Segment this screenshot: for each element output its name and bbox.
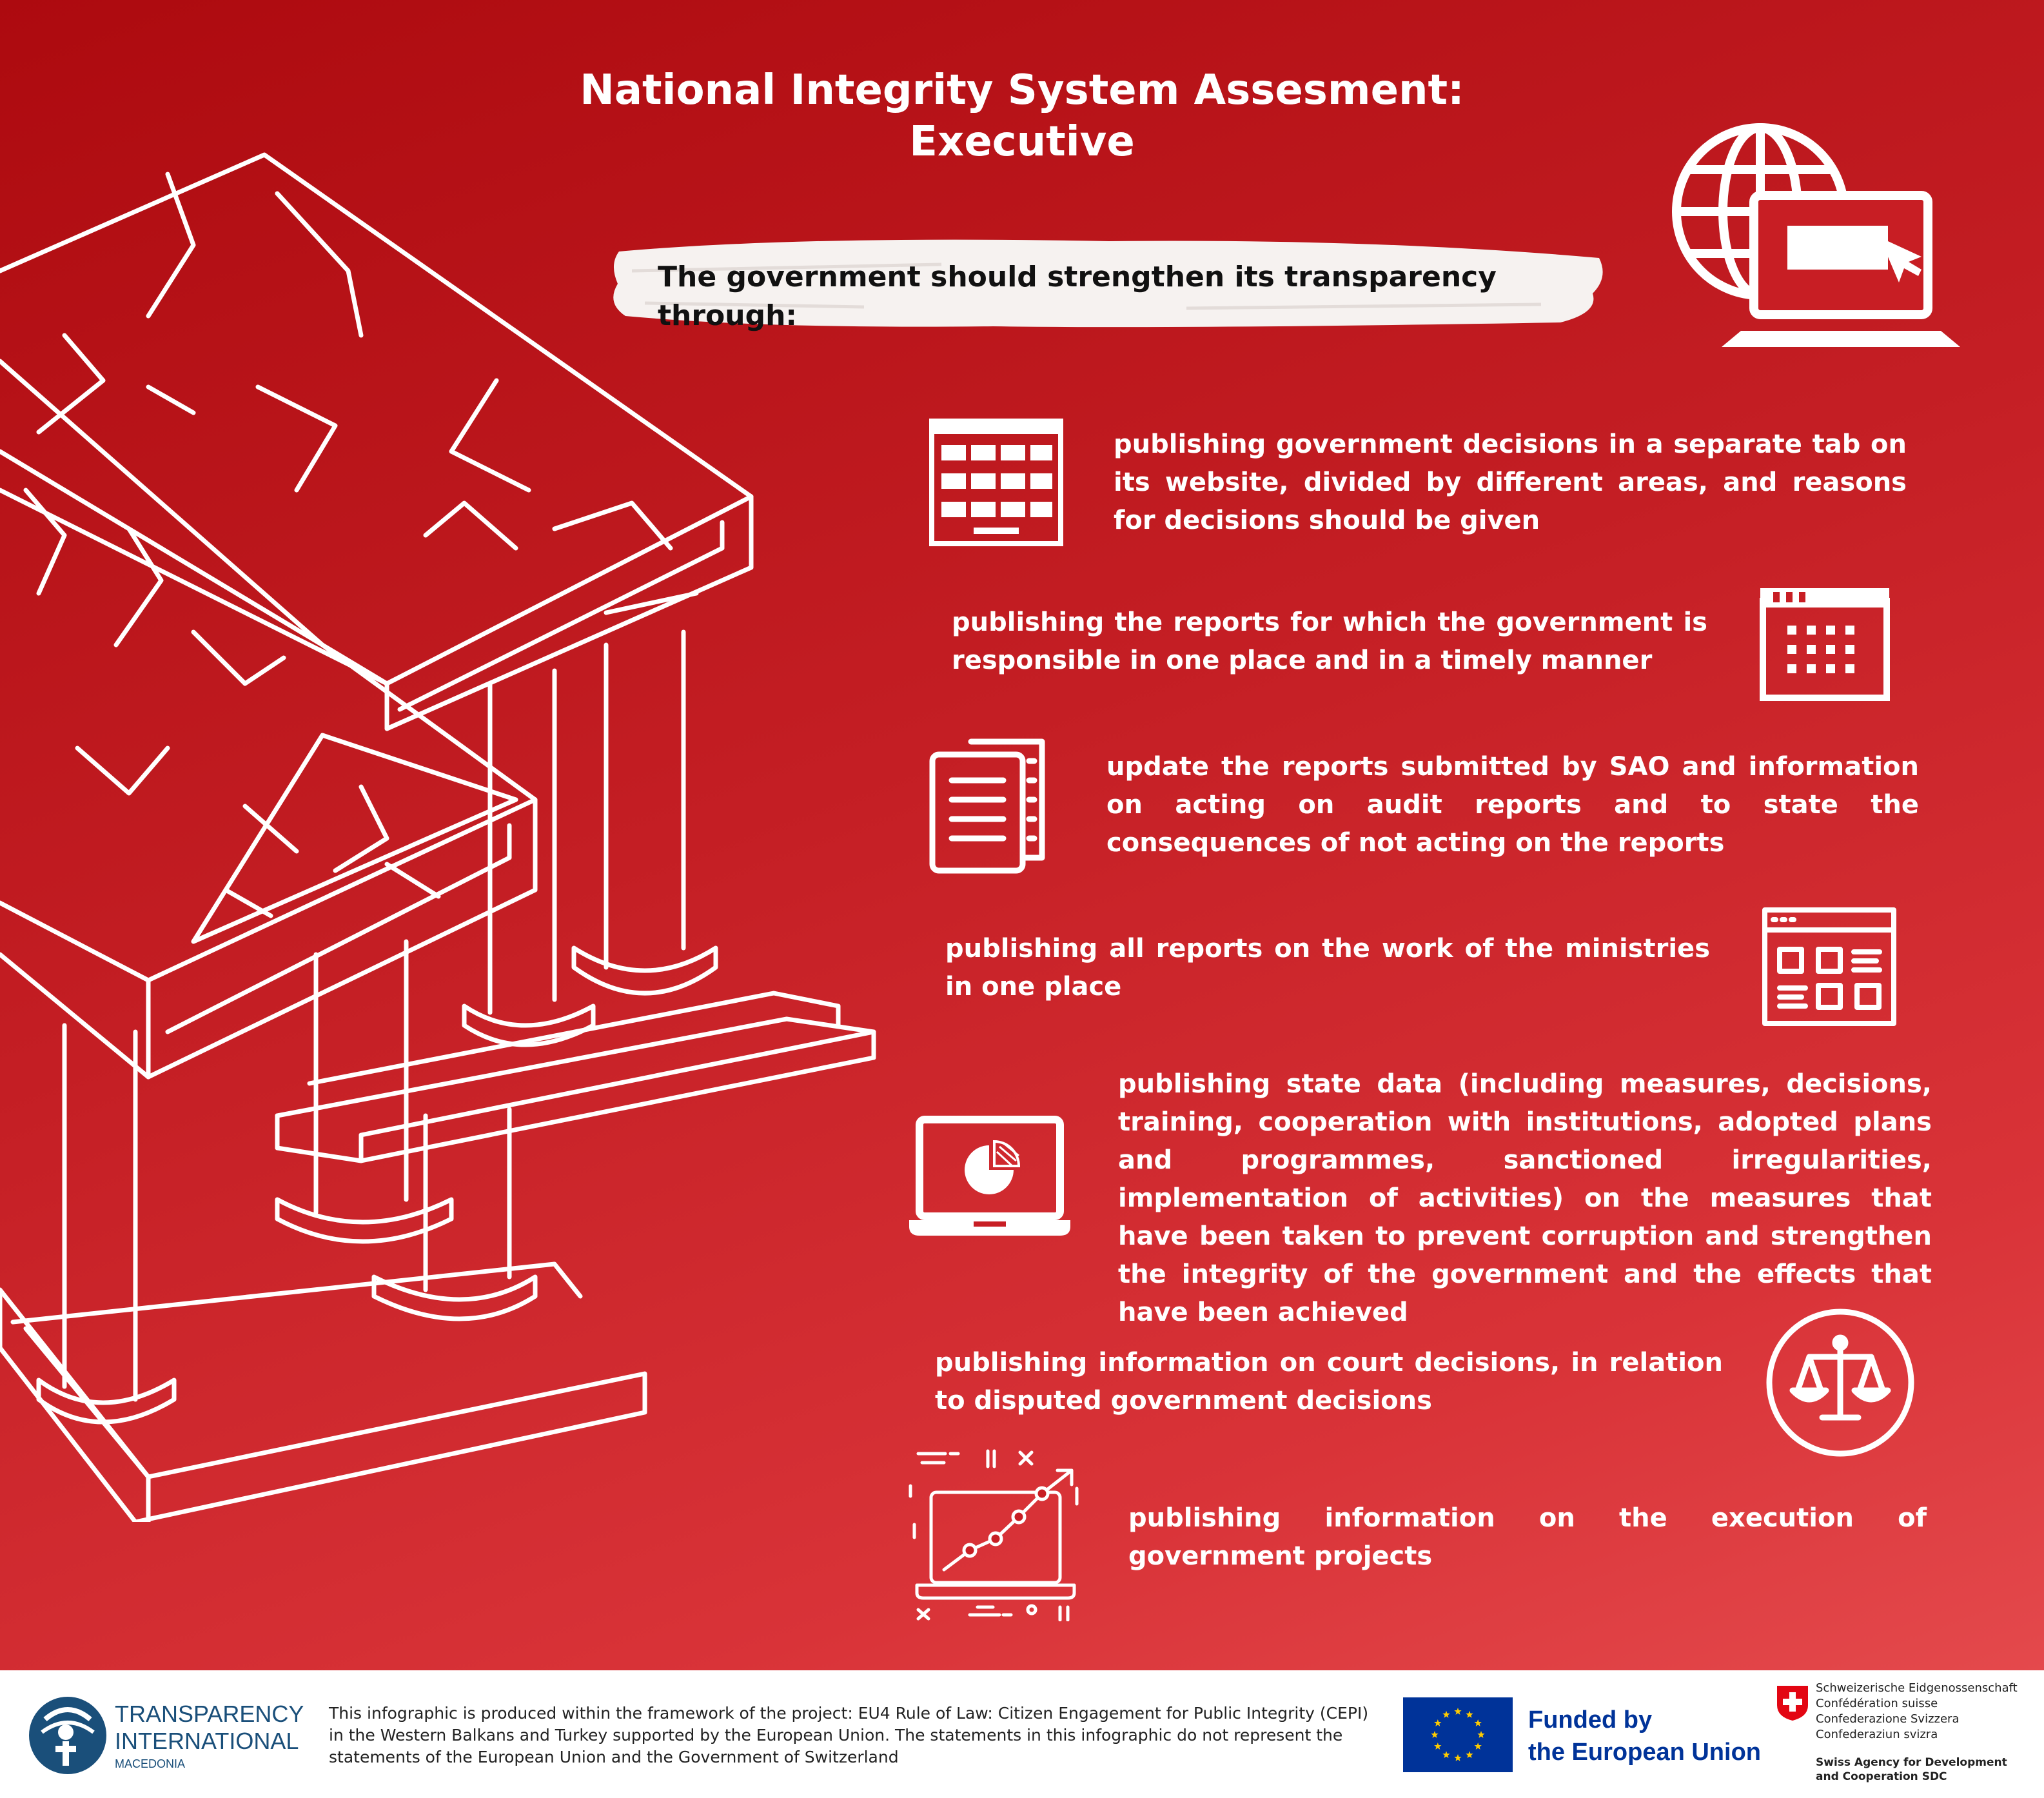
laptop-pie-chart-icon <box>905 1116 1074 1238</box>
ti-logo-line-1: TRANSPARENCY <box>115 1701 304 1727</box>
recommendation-text-7: publishing information on the execution of government projects <box>1128 1503 1927 1571</box>
recommendation-text-1: publishing government decisions in a separate tab on its website, divided by different areas, and reasons for decisions should be given <box>1114 430 1907 535</box>
website-grid-icon <box>929 418 1064 547</box>
government-building-illustration <box>0 148 890 1522</box>
swiss-line-1: Schweizerische Eidgenossenschaft <box>1816 1681 2018 1695</box>
ti-logo-line-2: INTERNATIONAL <box>115 1728 299 1754</box>
recommendation-text-4: publishing all reports on the work of the ministries in one place <box>945 934 1710 1002</box>
swiss-agency-line-2: and Cooperation SDC <box>1816 1770 1947 1783</box>
documents-icon <box>926 735 1055 877</box>
recommendation-text-6: publishing information on court decisions, in relation to disputed government decisions <box>935 1348 1723 1416</box>
swiss-agency-line-1: Swiss Agency for Development <box>1816 1756 2007 1769</box>
swiss-line-3: Confederazione Svizzera <box>1816 1712 1960 1726</box>
subtitle: The government should strengthen its transparency through: <box>658 261 1497 332</box>
recommendation-text-2: publishing the reports for which the government is responsible in one place and in a timely manner <box>952 608 1707 675</box>
page-title-line-2: Executive <box>909 118 1135 166</box>
recommendation-text-3: update the reports submitted by SAO and information on acting on audit reports and to state the consequences of not acting on the reports <box>1106 752 1919 858</box>
scales-of-justice-icon <box>1764 1307 1916 1459</box>
transparency-international-logo-icon <box>26 1694 110 1777</box>
eu-funded-line-2: the European Union <box>1528 1739 1761 1766</box>
footer-disclaimer: This infographic is produced within the framework of the project: EU4 Rule of Law: Citizen Engagement for Public Integrity (CEPI) in the Western Balkans and Turkey supported by the European Union. The statements in this infographic do not represent the statements of the European Union and the Government of Switzerland <box>329 1704 1369 1766</box>
swiss-flag-icon <box>1774 1683 1811 1722</box>
footer <box>0 1670 2044 1798</box>
ti-logo-line-3: MACEDONIA <box>115 1757 186 1770</box>
browser-window-icon <box>1760 905 1898 1028</box>
recommendation-text-5: publishing state data (including measures, decisions, training, cooperation with institutions, adopted plans and programmes, sanctioned irregularities, implementation of activities) on the measures that have been taken to prevent corruption and strengthen the integrity of the government and the effects that have been achieved <box>1118 1069 1932 1327</box>
laptop-growth-chart-icon <box>905 1447 1086 1621</box>
page-title-line-1: National Integrity System Assesment: <box>580 66 1464 114</box>
eu-funded-line-1: Funded by <box>1528 1706 1653 1734</box>
swiss-line-2: Confédération suisse <box>1816 1697 1938 1710</box>
eu-flag-icon <box>1403 1697 1513 1772</box>
globe-laptop-icon <box>1651 115 1967 347</box>
swiss-line-4: Confederaziun svizra <box>1816 1728 1938 1741</box>
calendar-icon <box>1754 580 1896 703</box>
